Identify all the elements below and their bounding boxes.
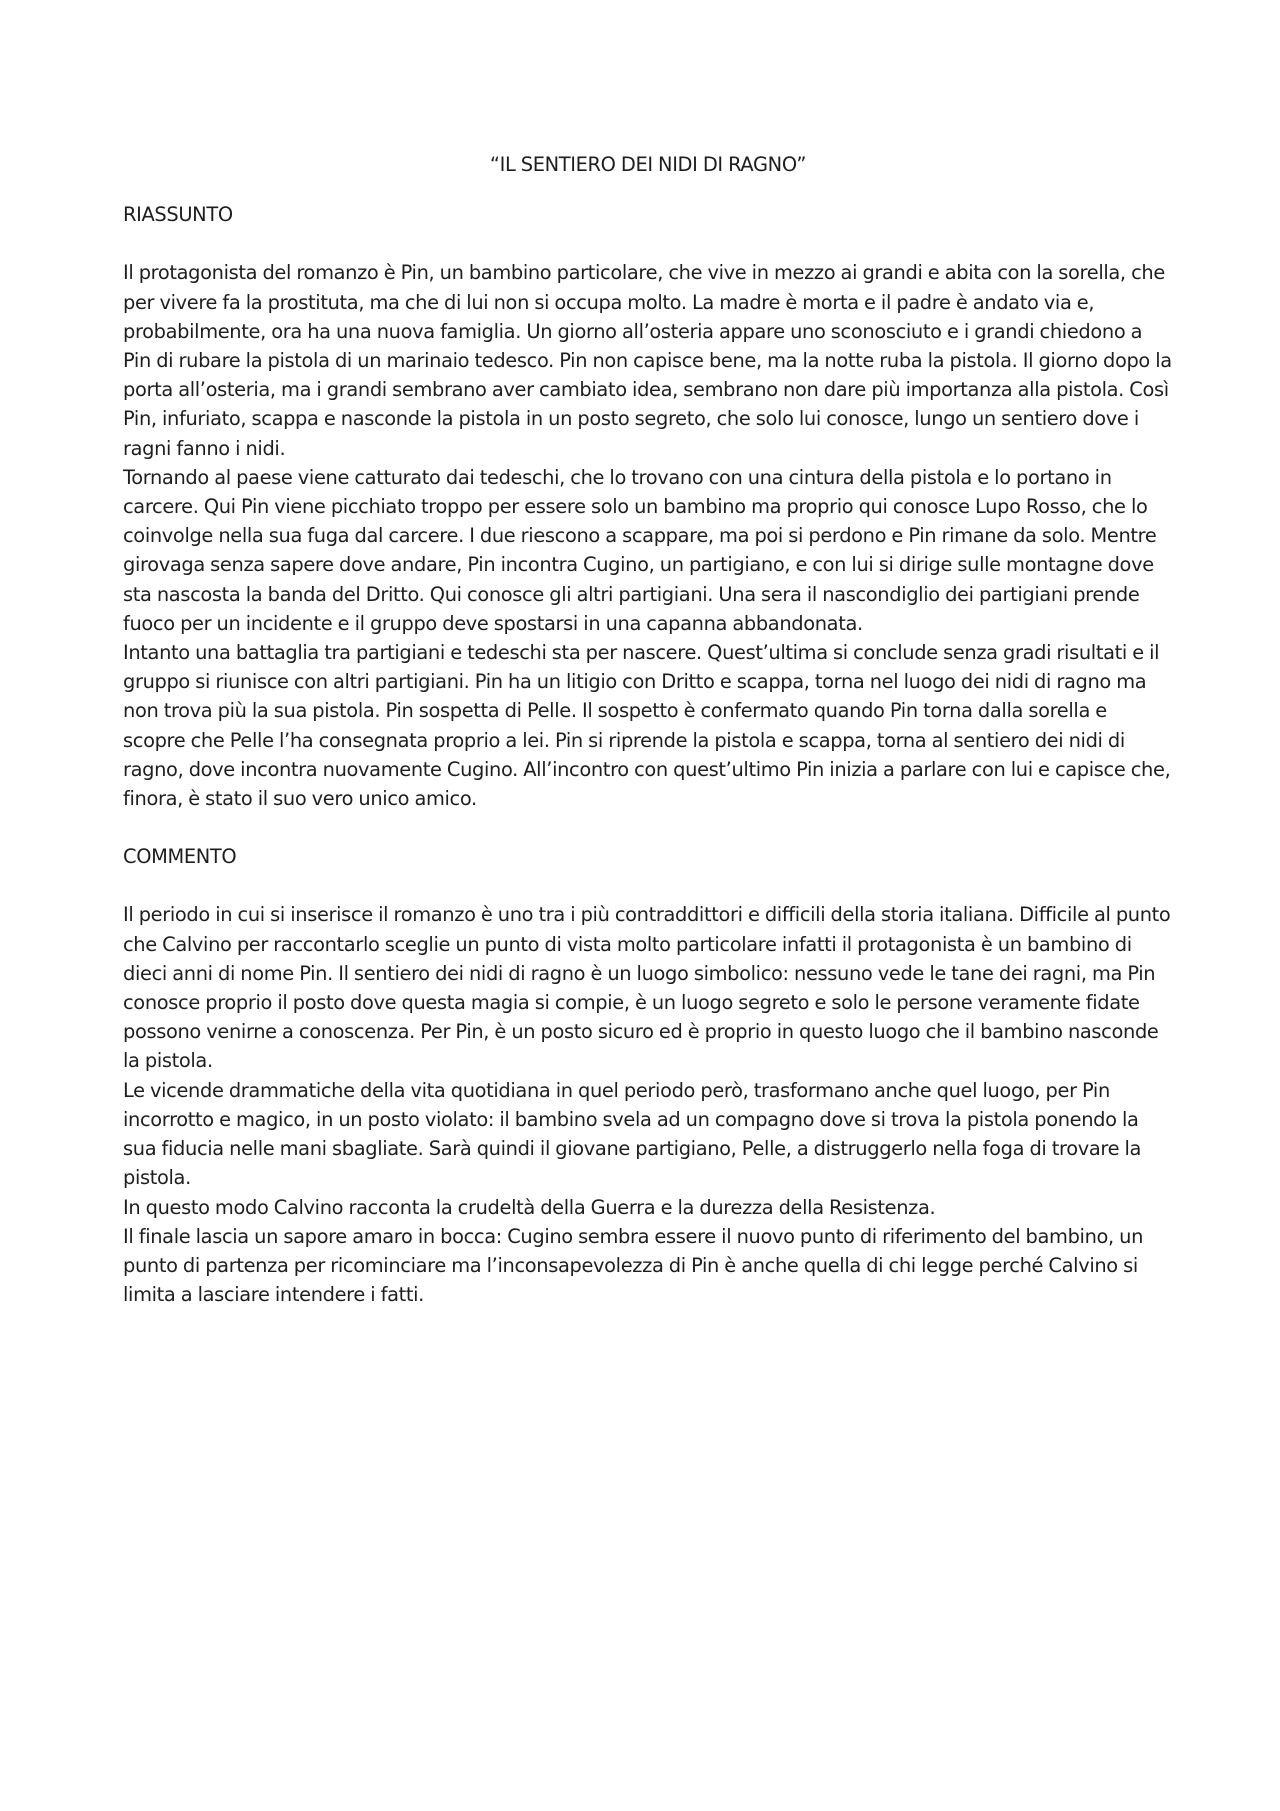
commento-paragraph-2: Le vicende drammatiche della vita quotidiana in quel periodo però, trasformano anche quel luogo, per Pin incorrotto e magico, in un posto violato: il bambino svela ad un compagno dove si trova la pistola ponendo la sua fiducia nelle mani sbagliate. Sarà quindi il giovane partigiano, Pelle, a distruggerlo nella foga di trovare la pistola. — [123, 1078, 1142, 1190]
section-heading-riassunto: RIASSUNTO — [123, 203, 233, 227]
section-heading-commento: COMMENTO — [123, 845, 237, 869]
commento-paragraph-3: In questo modo Calvino racconta la crudeltà della Guerra e la durezza della Resistenza. — [123, 1195, 936, 1219]
document-title: “IL SENTIERO DEI NIDI DI RAGNO” — [489, 153, 807, 176]
document-body — [123, 150, 1173, 1309]
section-spacer — [123, 813, 1173, 842]
commento-paragraph-4: Il finale lascia un sapore amaro in bocca: Cugino sembra essere il nuovo punto di riferimento del bambino, un punto di partenza per ricominciare ma l’inconsapevolezza di Pin è anche quella di chi legge perché Calvino si limita a lasciare intendere i fatti. — [123, 1224, 1144, 1307]
riassunto-paragraph-1: Il protagonista del romanzo è Pin, un bambino particolare, che vive in mezzo ai grandi e abita con la sorella, che per vivere fa la prostituta, ma che di lui non si occupa molto. La madre è morta e il padre è andato via e, probabilmente, ora ha una nuova famiglia. Un giorno all’osteria appare uno sconosciuto e i grandi chiedono a Pin di rubare la pistola di un marinaio tedesco. Pin non capisce bene, ma la notte ruba la pistola. Il giorno dopo la porta all’osteria, ma i grandi sembrano aver cambiato idea, sembrano non dare più importanza alla pistola. Così Pin, infuriato, scappa e nasconde la pistola in un posto segreto, che solo lui conosce, lungo un sentiero dove i ragni fanno i nidi. — [123, 261, 1172, 460]
riassunto-paragraph-2: Tornando al paese viene catturato dai tedeschi, che lo trovano con una cintura della pistola e lo portano in carcere. Qui Pin viene picchiato troppo per essere solo un bambino ma proprio qui conosce Lupo Rosso, che lo coinvolge nella sua fuga dal carcere. I due riescono a scappare, ma poi si perdono e Pin rimane da solo. Mentre girovaga senza sapere dove andare, Pin incontra Cugino, un partigiano, e con lui si dirige sulle montagne dove sta nascosta la banda del Dritto. Qui conosce gli altri partigiani. Una sera il nascondiglio dei partigiani prende fuoco per un incidente e il gruppo deve spostarsi in una capanna abbandonata. — [123, 465, 1157, 635]
riassunto-paragraph-3: Intanto una battaglia tra partigiani e tedeschi sta per nascere. Quest’ultima si conclude senza gradi risultati e il gruppo si riunisce con altri partigiani. Pin ha un litigio con Dritto e scappa, torna nel luogo dei nidi di ragno ma non trova più la sua pistola. Pin sospetta di Pelle. Il sospetto è confermato quando Pin torna dalla sorella e scopre che Pelle l’ha consegnata proprio a lei. Pin si riprende la pistola e scappa, torna al sentiero dei nidi di ragno, dove incontra nuovamente Cugino. All’incontro con quest’ultimo Pin inizia a parlare con lui e capisce che, finora, è stato il suo vero unico amico. — [123, 641, 1171, 811]
commento-paragraph-1: Il periodo in cui si inserisce il romanzo è uno tra i più contraddittori e difficili della storia italiana. Difficile al punto che Calvino per raccontarlo sceglie un punto di vista molto particolare infatti il protagonista è un bambino di dieci anni di nome Pin. Il sentiero dei nidi di ragno è un luogo simbolico: nessuno vede le tane dei ragni, ma Pin conosce proprio il posto dove questa magia si compie, è un luogo segreto e solo le persone veramente fidate possono venirne a conoscenza. Per Pin, è un posto sicuro ed è proprio in questo luogo che il bambino nasconde la pistola. — [123, 903, 1171, 1073]
